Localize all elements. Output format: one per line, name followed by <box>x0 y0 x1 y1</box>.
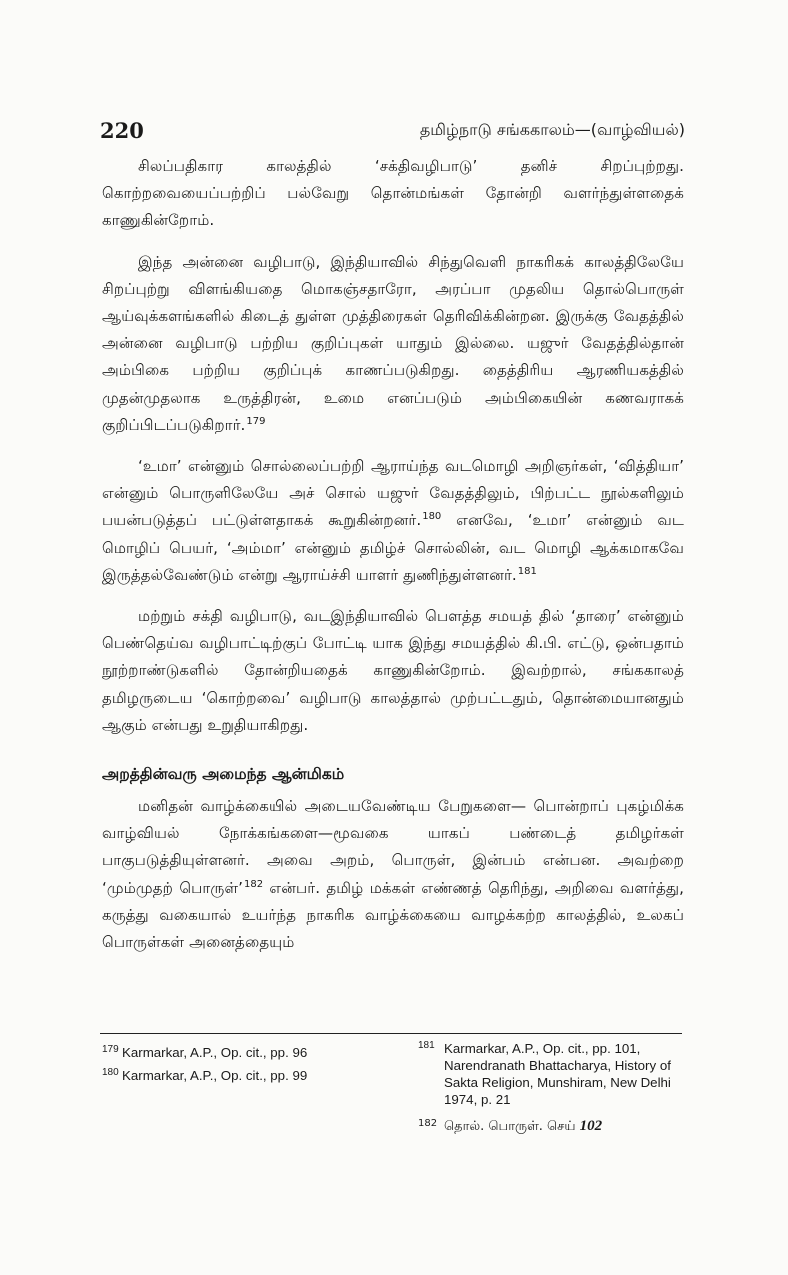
paragraph-text: மற்றும் சக்தி வழிபாடு, வடஇந்தியாவில் பௌத்த சமயத் தில் ‘தாரை’ என்னும் பெண்தெய்வ வழிபாட்டிற்குப் போட்டி யாக இந்து சமயத்தில் கி.பி. எட்டு, ஒன்பதாம் நூற்றாண்டுகளில் தோன்றியதைக் காணுகின்றோம். இவற்றால், சங்ககாலத் தமிழருடைய ‘கொற்றவை’ வழிபாடு காலத்தால் முற்பட்டதும், தொன்மையானதும் ஆகும் என்பது உறுதியாகிறது. <box>102 607 684 734</box>
running-head: தமிழ்நாடு சங்ககாலம்—(வாழ்வியல்) <box>419 120 685 139</box>
footnote <box>418 1118 684 1135</box>
page-header <box>100 118 685 148</box>
footnote <box>418 1040 684 1108</box>
section-heading: அறத்தின்வரு அமைந்த ஆன்மிகம் <box>102 765 345 784</box>
footnote-text: Karmarkar, A.P., Op. cit., pp. 96 <box>122 1045 308 1060</box>
footnote-text: Karmarkar, A.P., Op. cit., pp. 101, Narendranath Bhattacharya, History of Sakta Religion, Munshiram, New Delhi 1974, p. 21 <box>444 1041 671 1107</box>
footnote-divider <box>100 1033 682 1034</box>
footnote-text: தொல். பொருள். செய் <box>444 1119 576 1134</box>
footnote <box>102 1044 372 1061</box>
paragraph-5 <box>102 793 684 956</box>
paragraph-text: ‘உமா’ என்னும் சொல்லைப்பற்றி ஆராய்ந்த வடமொழி அறிஞர்கள், ‘வித்தியா’ என்னும் பொருளிலேயே அச் சொல் யஜுர் வேதத்திலும், பிற்பட்ட நூல்களிலும் பயன்படுத்தப் பட்டுள்ளதாகக் கூறுகின்றனர். <box>102 457 684 530</box>
paragraph-1 <box>102 153 684 235</box>
footnote <box>102 1067 372 1084</box>
footnote-text: Karmarkar, A.P., Op. cit., pp. 99 <box>122 1068 308 1083</box>
footnote-number: 182 <box>418 1118 438 1129</box>
paragraph-text: இந்த அன்னை வழிபாடு, இந்தியாவில் சிந்துவெளி நாகரிகக் காலத்திலேயே சிறப்புற்று விளங்கியதை மொகஞ்சதாரோ, அரப்பா முதலிய தொல்பொருள் ஆய்வுக்களங்களில் கிடைத் துள்ள முத்திரைகள் தெரிவிக்கின்றன. இருக்கு வேதத்தில் அன்னை வழிபாடு பற்றிய குறிப்புகள் யாதும் இல்லை. யஜுர் வேதத்தில்தான் அம்பிகை பற்றிய குறிப்புக் காணப்படுகிறது. தைத்திரிய ஆரணியகத்தில் முதன்முதலாக உருத்திரன், உமை எனப்படும் அம்பிகையின் கணவராகக் குறிப்பிடப்படுகிறார். <box>102 252 684 434</box>
footnote-number: 179 <box>102 1044 119 1055</box>
footnotes-left <box>102 1044 372 1090</box>
footnote-ref: 179 <box>246 415 266 427</box>
footnote-page: 102 <box>579 1118 603 1134</box>
paragraph-4 <box>102 603 684 739</box>
paragraph-text: சிலப்பதிகார காலத்தில் ‘சக்திவழிபாடு’ தனிச் சிறப்புற்றது. கொற்றவையைப்பற்றிப் பல்வேறு தொன்மங்கள் தோன்றி வளர்ந்துள்ளதைக் காணுகின்றோம். <box>102 157 684 230</box>
footnotes-right <box>418 1040 684 1141</box>
footnote-number: 180 <box>102 1067 119 1078</box>
page-number: 220 <box>100 118 144 143</box>
footnote-ref: 180 <box>422 511 442 523</box>
paragraph-2 <box>102 249 684 439</box>
paragraph-3 <box>102 453 684 589</box>
footnote-number: 181 <box>418 1040 435 1051</box>
footnote-ref: 181 <box>517 565 537 577</box>
footnote-ref: 182 <box>243 878 264 890</box>
body-text <box>102 153 684 956</box>
paragraph-text: எனவே, ‘உமா’ என்னும் வட மொழிப் பெயர், ‘அம்மா’ என்னும் தமிழ்ச் சொல்லின், வட மொழி ஆக்கமாகவே இருத்தல்வேண்டும் என்று ஆராய்ச்சி யாளர் துணிந்துள்ளனர். <box>102 511 684 584</box>
paragraph-text: என்பர். தமிழ் மக்கள் எண்ணத் தெரிந்து, அறிவை வளர்த்து, கருத்து வகையால் உயர்ந்த நாகரிக வாழ்க்கையை வாழக்கற்ற காலத்தில், உலகப் பொருள்கள் அனைத்தையும் <box>102 878 684 952</box>
paragraph-text: மனிதன் வாழ்க்கையில் அடையவேண்டிய பேறுகளை— பொன்றாப் புகழ்மிக்க வாழ்வியல் நோக்கங்களை—மூவகை யாகப் பண்டைத் தமிழர்கள் பாகுபடுத்தியுள்ளனர். அவை அறம், பொருள், இன்பம் என்பன. அவற்றை ‘மும்முதற் பொருள்’ <box>102 797 684 897</box>
